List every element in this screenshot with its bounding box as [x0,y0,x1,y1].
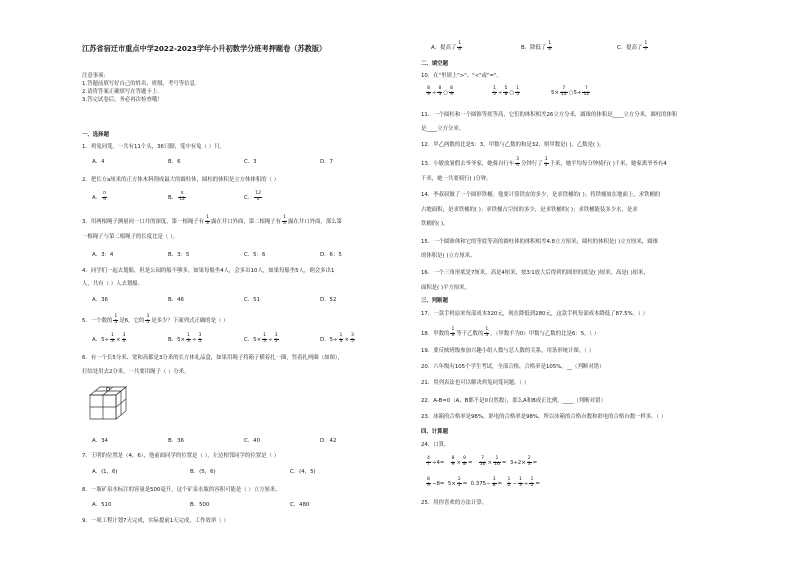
fraction: $\frac{7}{12}$ [583,86,590,97]
q5-option-d: D．5÷ $\frac{1}{3}$ × $\frac{3}{5}$ [320,333,354,344]
section-calc: 四、计算题 [421,429,448,435]
question-5: 5．一个数的 $\frac{1}{3}$ 是6，它的 $\frac{3}{5}$ 是多少？下面列式正确的是（ ） [82,314,229,325]
q6-option-c: C．40 [244,438,261,444]
fraction: $\frac{1}{3}$ [206,215,209,226]
q10-expr-1: $\frac{8}{9}$ ÷ $\frac{8}{3}$ ○ $\frac{8}{9}$ [427,86,454,97]
fraction: $\frac{3}{5}$ [274,333,278,344]
question-16-cont: 面积是( )平方厘米。 [421,285,471,291]
q6-option-b: B．36 [168,438,184,444]
fraction: $\frac{8}{9}$ [427,86,430,97]
question-14-cont2: 铁桶的( )。 [421,221,449,227]
fraction: $\frac{7}{16}$ [479,456,486,467]
q10-expr-3: 5× $\frac{7}{12}$ ○5+ $\frac{7}{12}$ [551,86,590,97]
fraction: $\frac{9}{8}$ [463,456,466,467]
question-22: 22．A-B=0（A、B都不是0自然数），那么A和B成正比例。____（判断对错） [421,398,606,404]
fraction: $\frac{3}{5}$ [146,314,150,325]
question-6-cont: 打结处用去2分米，一共要用绳子（ ）分米。 [82,369,190,375]
fraction: $\frac{3}{4}$ [516,157,520,168]
question-21: 21．用列表法也可以解决鸡兔同笼问题。（ ） [421,380,530,386]
question-4-cont: 人，共有（ ）人去划船。 [82,281,144,287]
fraction: $\frac{2}{3}$ [527,456,531,467]
q5-option-b: B．5× $\frac{1}{3}$ ÷ $\frac{3}{5}$ [168,333,202,344]
fraction: $\frac{1}{6}$ [458,41,462,52]
q5-option-c: C．5× $\frac{1}{3}$ ÷ $\frac{3}{5}$ [244,333,278,344]
fraction: $\frac{3}{5}$ [122,333,126,344]
question-14: 14．李叔叔做了一个圆形铁桶。他要计算铁皮的多少，是求铁桶的( )；将铁桶放在地面上，求铁桶的 [421,192,661,198]
fraction: $\frac{1}{5}$ [516,86,520,97]
q1-option-c: C．3 [244,159,257,165]
fraction: $\frac{8}{9}$ [427,477,430,488]
fraction: $\frac{3}{8}$ [492,477,496,488]
fraction: $\frac{4}{7}$ [427,456,430,467]
q6-option-a: A．34 [92,438,108,444]
q8-option-b: B．500 [190,502,210,508]
fraction: $\frac{1}{5}$ [493,86,496,97]
fraction: $\frac{\pi}{12}$ [179,191,185,202]
fraction: $\frac{2}{5}$ [457,477,461,488]
q1-option-b: B．6 [168,159,181,165]
fraction: $\frac{3}{5}$ [544,157,548,168]
q4-option-c: C．51 [244,297,261,303]
fraction: $\frac{1}{2}$ [507,477,511,488]
q4-option-a: A．36 [92,297,108,303]
fraction: $\frac{\pi}{4}$ [103,191,107,202]
question-12: 12．甲乙两数的比是5：3，甲数与乙数的和是32，则甲数是( )，乙数是( )。 [421,142,605,148]
question-14-cont: 占地面积，是求铁桶的( )；求铁桶占空间的多少，是求铁桶的( )；求铁桶能装多少水，是求 [421,207,638,213]
fraction: $\frac{1}{7}$ [644,41,648,52]
gift-box-figure [88,383,128,421]
q8-option-a: A．510 [92,502,112,508]
fraction: $\frac{3}{5}$ [198,333,202,344]
q7-option-a: A．(1，6) [92,469,118,475]
q3-option-b: B．3：5 [168,252,190,258]
fraction: $\frac{1}{3}$ [187,333,190,344]
question-7: 7．王明的位置是（4，6），他前面同学的位置是（ ），左边相邻同学的位置是（ ） [82,453,279,459]
fraction: $\frac{1}{2}$ [530,477,534,488]
note-item: 1.答题前填写好自己的姓名、班级、考号等信息. [82,81,197,87]
q2-option-a: A． $\frac{\pi}{4}$ [92,191,107,202]
section-judge: 三、判断题 [421,298,448,304]
fraction: $\frac{12}{\pi}$ [255,191,262,202]
fraction: $\frac{8}{9}$ [451,456,455,467]
fraction: $\frac{7}{12}$ [560,86,567,97]
fraction: $\frac{1}{6}$ [451,327,455,338]
question-20: 20．六年级有105个学生考试，全部合格，合格率是105%。__（判断对错） [421,364,605,370]
note-item: 3.答完试卷后，务必再次检查哦！ [82,97,163,103]
fraction: $\frac{1}{3}$ [111,333,114,344]
fraction: $\frac{1}{3}$ [263,333,267,344]
question-17: 17．一款手机原来每部成本320元，现在降低到280元，这款手机每部成本降低了87.5%。（ ） [421,311,648,317]
section-fill: 二、填空题 [421,61,448,67]
q2-option-b: B． $\frac{\pi}{12}$ [168,191,185,202]
q4-option-b: B．46 [168,297,184,303]
question-6: 6．有一个长5分米、宽和高都是3分米的长方体礼品盒，如果用绳子将箱子横着扎一圈，竖着扎两圈（如图）， [82,355,343,361]
question-25: 25．用你喜欢的方法计算。 [421,500,488,506]
q9-option-a: A．提高了 $\frac{1}{6}$ [431,41,462,52]
q10-expr-2: $\frac{1}{5}$ ÷ $\frac{5}{8}$ ○ $\frac{1}{5}$ [493,86,520,97]
q3-option-d: D．6：5 [320,252,342,258]
fraction: $\frac{1}{3}$ [339,333,343,344]
fraction: $\frac{1}{4}$ [283,215,286,226]
question-8: 8．一瓶矿泉水标注的容量是500毫升，这个矿泉水瓶的容积可能是（ ）立方厘米。 [82,487,281,493]
question-2: 2．把长方a厘米的正方体木料削成最大的圆柱体，圆柱的体积是立方体体积的（ ） [82,177,280,183]
question-3-cont: 一根绳子与第二根绳子的长度比是（ ）。 [82,234,179,240]
oral-calc-row-1: $\frac{4}{7}$ ÷4= $\frac{8}{9}$ × $\frac{9}{8}$ = $\frac{7}{16}$ × $\frac{1}{16}$ = 3÷2× $\frac{2}{3}$ = [427,456,538,467]
fraction: $\frac{1}{3}$ [518,477,522,488]
question-24: 24．口算。 [421,442,450,448]
q7-option-b: B．(5，6) [190,469,216,475]
question-3: 3．用两根绳子测量同一口井的深度，第一根绳子有 $\frac{1}{3}$ 露在井口外面，第二根绳子有 $\frac{1}{4}$ 露在井口外面，那么第 [82,215,342,226]
question-18: 18．甲数的 $\frac{1}{6}$ 等于乙数的 $\frac{1}{5}$ ，（甲数不为0）甲数与乙数的比是6：5。（ ） [421,327,600,338]
fraction: $\frac{1}{16}$ [494,456,500,467]
note-item: 2.请将答案正确填写在答题卡上. [82,89,159,95]
question-15-cont: 的体积是( )立方厘米。 [421,253,476,259]
q8-option-c: C．480 [290,502,310,508]
question-11-cont: 是____立方分米。 [421,126,465,132]
question-9: 9．一项工程计划7天完成，实际提前1天完成，工作效率（ ） [82,518,229,524]
fraction: $\frac{3}{5}$ [350,333,354,344]
q9-option-c: C．提高了 $\frac{1}{7}$ [617,41,648,52]
q9-option-b: B．降低了 $\frac{1}{6}$ [521,41,552,52]
fraction: $\frac{1}{5}$ [485,327,489,338]
q2-option-c: C． $\frac{12}{\pi}$ [244,191,262,202]
question-13-cont: 千米，她一共要骑行( )分钟。 [421,176,492,182]
fraction: $\frac{5}{8}$ [504,86,508,97]
question-11: 11．一个圆柱和一个圆锥等底等高，它们的体积相差26立方分米，圆锥的体积是____立方分米，圆柱的体积 [421,112,678,118]
fraction: $\frac{1}{6}$ [548,41,552,52]
oral-calc-row-2: $\frac{8}{9}$ −8= 5× $\frac{2}{5}$ = 0.375− $\frac{3}{8}$ = $\frac{1}{2}$ − $\frac{1}{3}$ ÷ $\frac{1}{2}$ = [427,477,540,488]
question-1: 1．鸡兔同笼，一共有11个头，36只脚，笼中有兔（ ）只。 [82,144,225,150]
question-16: 16．一个三角形底是7厘米，高是4厘米，按3∶1放大后得到的图形的底是( )厘米，高是( )厘米， [421,270,649,276]
q1-option-d: D．7 [320,159,333,165]
paper-title: 江苏省宿迁市重点中学2022-2023学年小升初数学分班考押题卷（苏教版） [82,44,327,53]
question-10: 10．在"里填上">"、"<"或"="。 [421,73,502,79]
question-19: 19．要反映班级参加兴趣小组人数与总人数的关系，用条形统计图。（ ） [421,348,594,354]
q3-option-c: C．5：6 [244,252,266,258]
q3-option-a: A．3：4 [92,252,114,258]
question-23: 23．冰箱的合格率是98%，彩电的合格率是98%，所以冰箱的合格台数和彩电的合格台数一样多。（ ） [421,414,667,420]
q1-option-a: A．4 [92,159,105,165]
question-13: 13．小敏放暑假去爷爷家，她骑自行车 $\frac{3}{4}$ 分钟行了 $\frac{3}{5}$ 千米，她平均每分钟骑行( )千米，她家离爷爷有4 [421,157,667,168]
q4-option-d: D．52 [320,297,337,303]
section-choice: 一、选择题 [82,132,109,138]
q7-option-c: C．(4，5) [290,469,316,475]
q5-option-a: A．5÷ $\frac{1}{3}$ × $\frac{3}{5}$ [92,333,126,344]
notes-heading: 注意事项: [82,73,106,79]
fraction: $\frac{1}{3}$ [114,314,118,325]
question-15: 15．一个圆锥体和它的等底等高的圆柱体的体积相差4.8立方厘米，圆柱的体积是( )立方厘米，圆锥 [421,239,658,245]
question-4: 4．同学们一起去划船，但是公园的船不够多，如果每船坐4人，会多出10人，如果每船坐5人，则会多出1 [82,268,335,274]
fraction: $\frac{8}{3}$ [438,86,442,97]
q6-option-d: D．42 [320,438,337,444]
fraction: $\frac{8}{9}$ [450,86,454,97]
